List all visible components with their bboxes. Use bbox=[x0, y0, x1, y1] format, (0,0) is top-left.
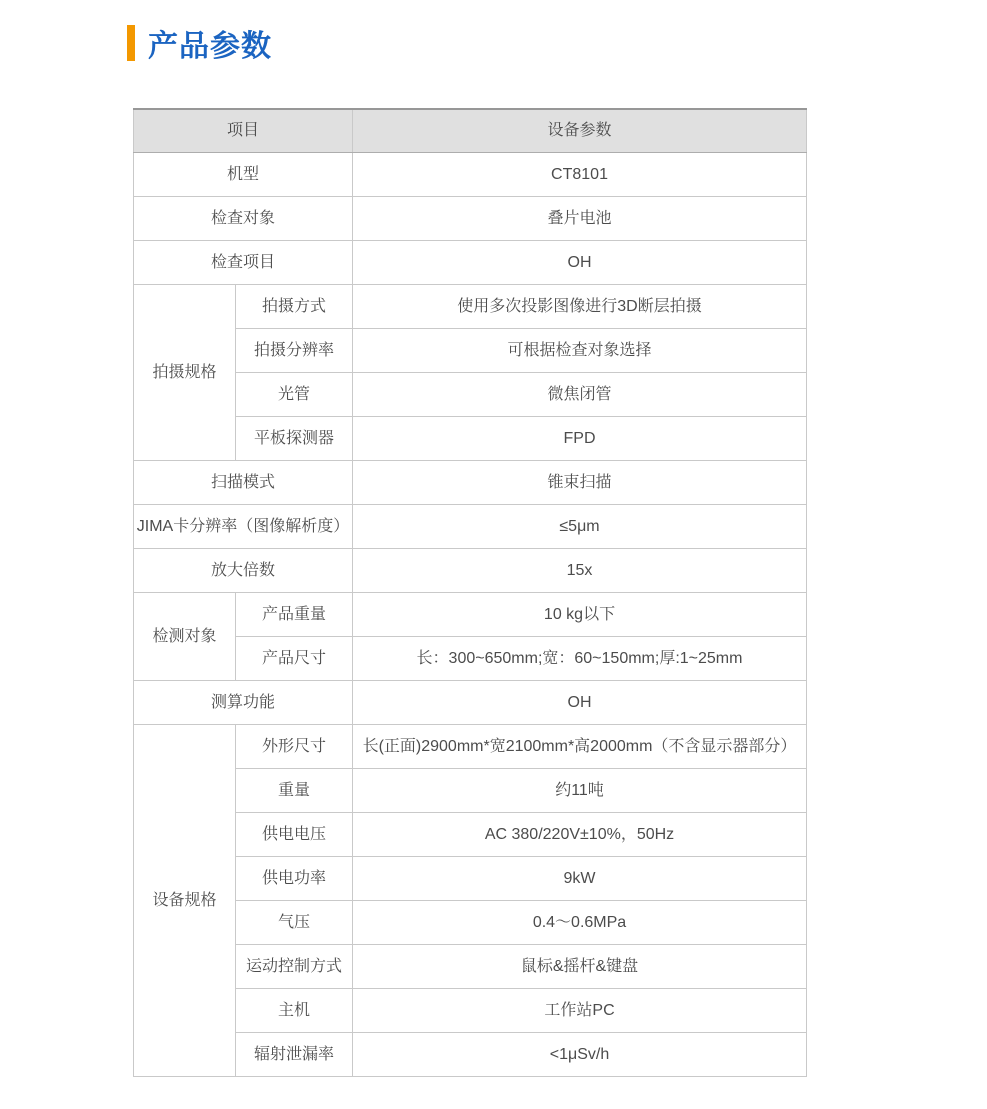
table-row bbox=[134, 549, 807, 593]
row-value-cell: 使用多次投影图像进行3D断层拍摄 bbox=[353, 285, 807, 329]
row-item-cell: 拍摄分辨率 bbox=[236, 329, 353, 373]
title-accent-bar bbox=[127, 25, 135, 61]
table-row bbox=[134, 725, 807, 769]
row-value-cell: 工作站PC bbox=[353, 989, 807, 1033]
row-group-cell: 设备规格 bbox=[134, 725, 236, 1077]
row-group-cell: 拍摄规格 bbox=[134, 285, 236, 461]
row-value-cell: CT8101 bbox=[353, 153, 807, 197]
row-item-cell: 气压 bbox=[236, 901, 353, 945]
column-header-value: 设备参数 bbox=[353, 109, 807, 153]
row-value-cell: 锥束扫描 bbox=[353, 461, 807, 505]
row-item-cell: JIMA卡分辨率（图像解析度） bbox=[134, 505, 353, 549]
row-item-cell: 平板探测器 bbox=[236, 417, 353, 461]
row-value-cell: 15x bbox=[353, 549, 807, 593]
row-value-cell: 约11吨 bbox=[353, 769, 807, 813]
row-value-cell: 长(正面)2900mm*宽2100mm*高2000mm（不含显示器部分） bbox=[353, 725, 807, 769]
section-header bbox=[127, 24, 987, 62]
row-item-cell: 拍摄方式 bbox=[236, 285, 353, 329]
page-title: 产品参数 bbox=[148, 30, 272, 63]
table-row bbox=[134, 505, 807, 549]
row-item-cell: 供电功率 bbox=[236, 857, 353, 901]
row-item-cell: 机型 bbox=[134, 153, 353, 197]
row-value-cell: <1μSv/h bbox=[353, 1033, 807, 1077]
table-row bbox=[134, 197, 807, 241]
row-value-cell: OH bbox=[353, 681, 807, 725]
row-item-cell: 供电电压 bbox=[236, 813, 353, 857]
row-value-cell: AC 380/220V±10%，50Hz bbox=[353, 813, 807, 857]
table-row bbox=[134, 681, 807, 725]
row-item-cell: 辐射泄漏率 bbox=[236, 1033, 353, 1077]
row-value-cell: ≤5μm bbox=[353, 505, 807, 549]
row-group-cell: 检测对象 bbox=[134, 593, 236, 681]
table-row bbox=[134, 153, 807, 197]
table-header-row bbox=[134, 109, 807, 153]
row-item-cell: 光管 bbox=[236, 373, 353, 417]
row-item-cell: 检查项目 bbox=[134, 241, 353, 285]
row-item-cell: 产品尺寸 bbox=[236, 637, 353, 681]
row-value-cell: 10 kg以下 bbox=[353, 593, 807, 637]
row-value-cell: 微焦闭管 bbox=[353, 373, 807, 417]
table-row bbox=[134, 241, 807, 285]
row-item-cell: 主机 bbox=[236, 989, 353, 1033]
row-item-cell: 产品重量 bbox=[236, 593, 353, 637]
table-row bbox=[134, 285, 807, 329]
row-value-cell: 9kW bbox=[353, 857, 807, 901]
row-value-cell: 长：300~650mm;宽：60~150mm;厚:1~25mm bbox=[353, 637, 807, 681]
row-value-cell: 可根据检查对象选择 bbox=[353, 329, 807, 373]
row-value-cell: 0.4～0.6MPa bbox=[353, 901, 807, 945]
row-item-cell: 检查对象 bbox=[134, 197, 353, 241]
row-item-cell: 重量 bbox=[236, 769, 353, 813]
table-row bbox=[134, 461, 807, 505]
row-item-cell: 放大倍数 bbox=[134, 549, 353, 593]
spec-table bbox=[133, 108, 807, 1077]
row-value-cell: 鼠标&摇杆&键盘 bbox=[353, 945, 807, 989]
row-item-cell: 扫描模式 bbox=[134, 461, 353, 505]
column-header-item: 项目 bbox=[134, 109, 353, 153]
row-value-cell: OH bbox=[353, 241, 807, 285]
page bbox=[0, 24, 987, 1077]
table-row bbox=[134, 593, 807, 637]
row-item-cell: 外形尺寸 bbox=[236, 725, 353, 769]
row-value-cell: 叠片电池 bbox=[353, 197, 807, 241]
row-item-cell: 测算功能 bbox=[134, 681, 353, 725]
row-value-cell: FPD bbox=[353, 417, 807, 461]
row-item-cell: 运动控制方式 bbox=[236, 945, 353, 989]
